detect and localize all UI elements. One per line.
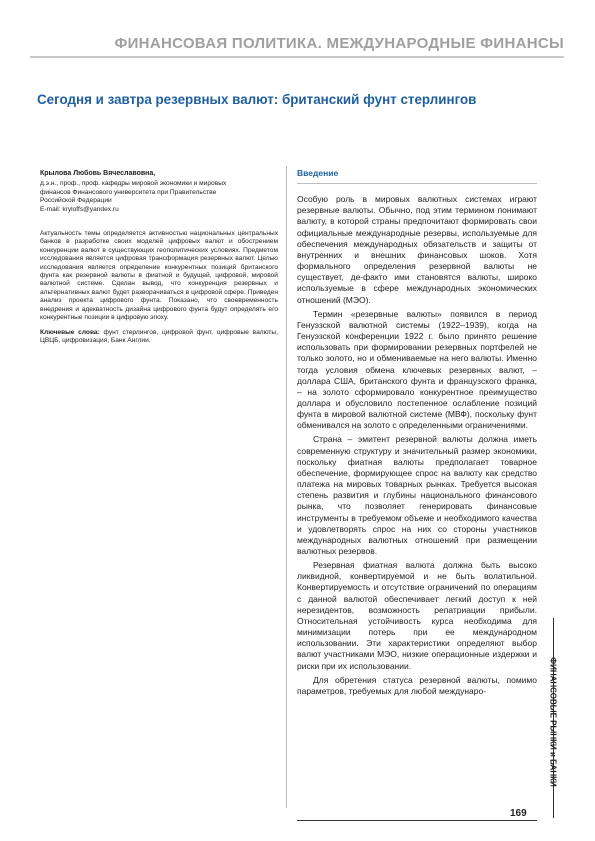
author-name: Крылова Любовь Вячеславовна, [40,170,156,177]
section-header-title: ФИНАНСОВАЯ ПОЛИТИКА. МЕЖДУНАРОДНЫЕ ФИНАНСЫ [114,35,564,52]
author-affiliation-line: финансов Финансового университета при Правительстве [40,188,217,196]
journal-side-tab-label: ФИНАНСОВЫЕ РЫНКИ и БАНКИ [548,657,558,787]
body-paragraph: Страна – эмитент резервной валюты должна иметь современную структуру и значительный размер экономики, поскольку фиатная валюты предполагает товарное обеспечение, формирующее спрос на валюту как средство платежа на мировых товарных рынках. Требуется высокая степень развития и глубины национального финансового рынка, что позволяет генерировать финансовые инструменты в требуемом объеме и необходимого качества и удовлетворять спрос на них со стороны участников международных валютных отношений при размещении валютных резервов. [297,434,537,556]
body-paragraph: Особую роль в мировых валютных системах играют резервные валюты. Обычно, под этим термином понимают валюту, в которой страны предпочитают формировать свои официальные международные резервы, используемые для обеспечения международных обязательств и защиты от внутренних и внешних финансовых шоков. Хотя формального определения резервной валюты не существует, де-факто ими становятся валюты, широко используемые в сфере международных экономических отношений (МЭО). [297,194,537,305]
page-number: 169 [510,808,527,819]
body-paragraph: Термин «резервные валюты» появился в период Генуэзской валютной системы (1922–1939), когда на Генуэзской конференции 1922 г. было принято решение использовать при формировании резервных портфелей не только золото, но и обмениваемые на него валюты. Именно тогда условия обмена ключевых резервных валют, – доллара США, британского фунта и французского франка, – на золото сформировало конкурентное преимущество доллара и обусловило постепенное ослабление позиций фунта в мировой валютной системе (МВФ), поскольку фунт обменивался на золото с определенными ограничениями. [297,308,537,431]
footer-rule [297,820,537,821]
body-paragraph: Резервная фиатная валюта должна быть высоко ликвидной, конвертируемой и не быть волатильной. Конвертируемость и отсутствие ограничений по операциям с данной валютой обеспечивает легкий доступ к ней нерезидентов, возможность репатриации прибыли. Относительная устойчивость курса необходима для минимизации потерь при ее международном использовании. Эти характеристики определяют выбор валют участниками МЭО, низкие операционные издержки и риски при их использовании. [297,560,537,671]
abstract-text: Актуальность темы определяется активностью национальных центральных банков в разработке своих моделей цифровых валют и обострением конкуренции валют в существующих геополитических условиях. Предметом исследования является цифровая трансформация резервных валют. Целью исследования является определение конкурентных позиций британского фунта как резервной валюты в фиатной и будущей, цифровой, мировой валютной системе. Сделан вывод, что конкуренция резервных и альтернативных валют будет разворачиваться в цифровой сфере. Приведен анализ проекта цифрового фунта. Показано, что своевременность внедрения и адекватность дизайна цифрового фунта будут определять его конкурентные позиции в цифровую эпоху. [40,230,278,322]
right-column [297,168,537,700]
author-email: E-mail: kryloffs@yandex.ru [40,205,119,213]
intro-heading: Введение [297,168,537,184]
keywords [40,329,278,346]
column-divider [286,166,287,808]
article-title: Сегодня и завтра резервных валют: британский фунт стерлингов [37,92,477,107]
left-column [40,170,278,345]
author-affiliation-line: Российской Федерации [40,197,112,205]
section-header [30,34,564,58]
keywords-label: Ключевые слова: [40,328,100,336]
body-paragraph: Для обретения статуса резервной валюты, помимо параметров, требуемых для любой междунаро- [297,674,537,696]
author-affiliation-line: д.э.н., проф., проф. кафедры мировой экономики и мировых [40,180,227,188]
journal-side-tab [543,652,563,792]
abstract [40,230,278,322]
keywords-text: фунт стерлингов, цифровой фунт, цифровые валюты, ЦВЦБ, цифровизация, Банк Англии. [40,328,278,344]
